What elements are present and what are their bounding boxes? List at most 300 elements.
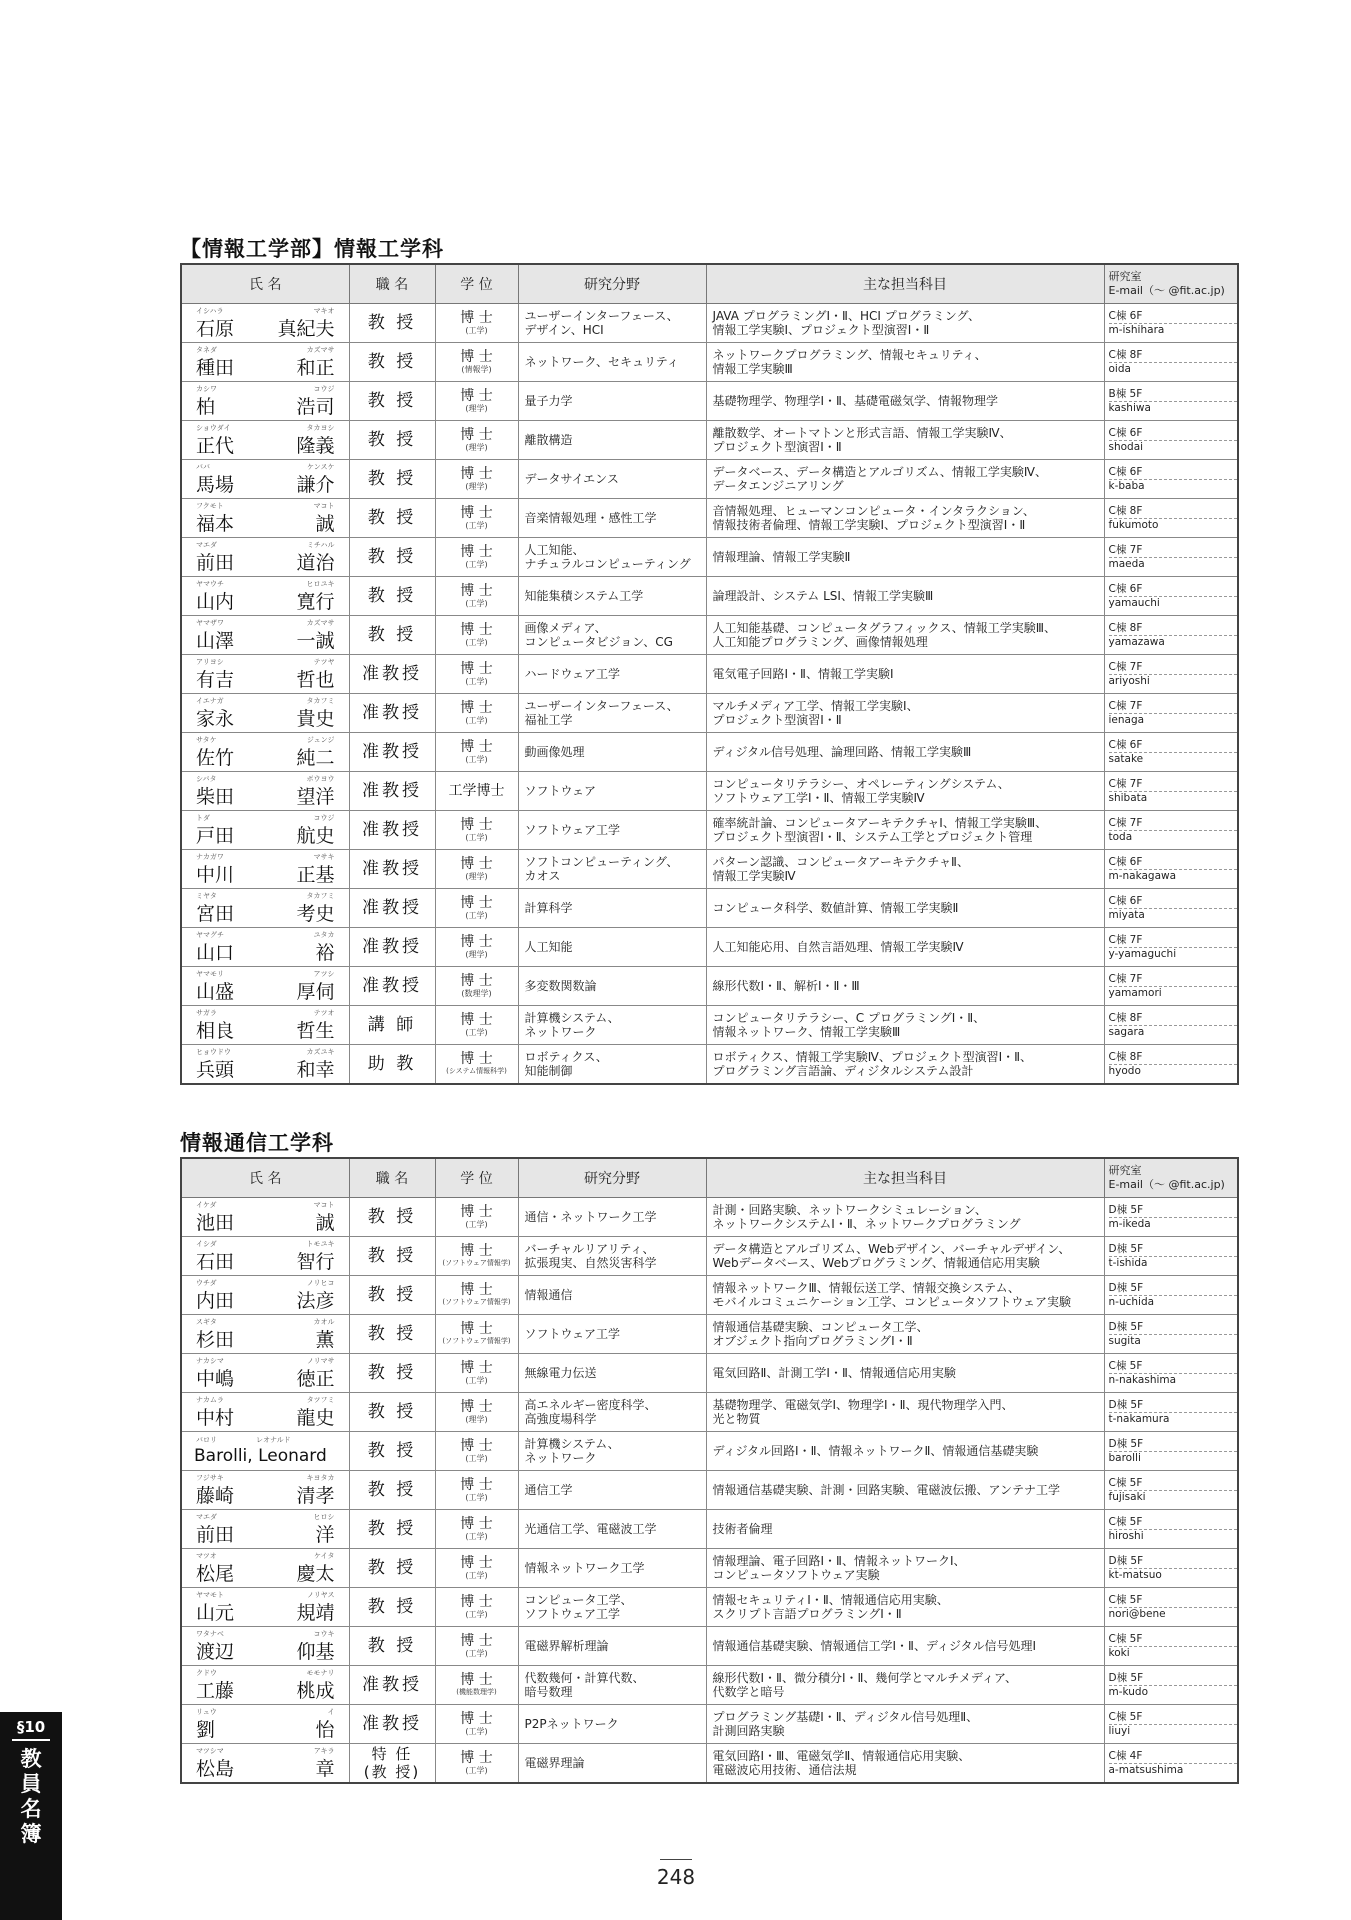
degree-field: (情報学) bbox=[461, 364, 492, 374]
office-cell bbox=[1104, 499, 1238, 538]
given-name: 寛行 bbox=[296, 591, 335, 613]
table-row bbox=[181, 733, 1238, 772]
name-cell bbox=[181, 1666, 349, 1705]
degree: 博 士 bbox=[460, 1243, 493, 1259]
position-cell: 教 授 bbox=[349, 1315, 435, 1354]
degree-cell bbox=[435, 1276, 518, 1315]
header-degree: 学 位 bbox=[435, 1158, 518, 1198]
office-room: C棟 7F bbox=[1109, 973, 1238, 987]
office-cell bbox=[1104, 577, 1238, 616]
faculty-name: Barolli, Leonard bbox=[194, 1446, 327, 1466]
surname: 柏 bbox=[196, 396, 216, 418]
given-name: 誠 bbox=[315, 513, 335, 535]
given-name-reading: ユタカ bbox=[313, 931, 335, 939]
page-number: 248 bbox=[656, 1865, 696, 1889]
table-row bbox=[181, 1744, 1238, 1784]
header-position: 職 名 bbox=[349, 264, 435, 304]
name-cell bbox=[181, 928, 349, 967]
surname-reading: シバタ bbox=[196, 775, 217, 783]
header-field: 研究分野 bbox=[518, 1158, 706, 1198]
name-cell bbox=[181, 1354, 349, 1393]
table-row bbox=[181, 421, 1238, 460]
degree-cell bbox=[435, 733, 518, 772]
given-name-reading: カズマサ bbox=[306, 619, 335, 627]
surname: 内田 bbox=[196, 1290, 235, 1312]
subjects-cell: 人工知能応用、自然言語処理、情報工学実験Ⅳ bbox=[706, 928, 1104, 967]
surname-reading: リュウ bbox=[196, 1708, 217, 1716]
section-cs bbox=[180, 233, 1237, 1085]
degree-field: (工学) bbox=[465, 1453, 488, 1463]
surname: 山澤 bbox=[196, 630, 235, 652]
section-title: 情報通信工学科 bbox=[180, 1131, 334, 1155]
office-cell bbox=[1104, 382, 1238, 421]
office-cell bbox=[1104, 343, 1238, 382]
degree: 博 士 bbox=[460, 660, 493, 677]
office-room: D棟 5F bbox=[1109, 1321, 1238, 1335]
given-name-reading: コウキ bbox=[313, 1630, 335, 1638]
office-room: D棟 5F bbox=[1109, 1555, 1238, 1569]
surname: 松島 bbox=[196, 1758, 235, 1780]
table-row bbox=[181, 889, 1238, 928]
degree: 博 士 bbox=[460, 1710, 493, 1727]
name-cell bbox=[181, 967, 349, 1006]
given-name-reading: タカフミ bbox=[306, 697, 335, 705]
position-cell: 教 授 bbox=[349, 1198, 435, 1237]
surname: 正代 bbox=[196, 435, 235, 457]
degree: 博 士 bbox=[460, 387, 493, 404]
degree-field: (工学) bbox=[465, 1726, 488, 1736]
surname-reading: ヒョウドウ bbox=[196, 1048, 231, 1056]
degree-field: (理学) bbox=[465, 949, 488, 959]
degree: 博 士 bbox=[460, 699, 493, 716]
given-name-reading: カズユキ bbox=[306, 1048, 335, 1056]
given-name: 規靖 bbox=[296, 1602, 335, 1624]
degree-field: (工学) bbox=[465, 754, 488, 764]
degree: 博 士 bbox=[460, 504, 493, 521]
position-cell: 教 授 bbox=[349, 1627, 435, 1666]
table-row bbox=[181, 382, 1238, 421]
table-row bbox=[181, 460, 1238, 499]
position-cell: 教 授 bbox=[349, 1237, 435, 1276]
office-room: C棟 7F bbox=[1109, 934, 1238, 948]
surname: 前田 bbox=[196, 1524, 235, 1546]
given-name: 桃成 bbox=[296, 1680, 335, 1702]
research-field-cell: 情報ネットワーク工学 bbox=[518, 1549, 706, 1588]
table-row bbox=[181, 694, 1238, 733]
research-field-cell: ソフトウェア bbox=[518, 772, 706, 811]
subjects-cell: プログラミング基礎Ⅰ・Ⅱ、ディジタル信号処理Ⅱ、 計測回路実験 bbox=[706, 1705, 1104, 1744]
office-room: C棟 8F bbox=[1109, 1012, 1238, 1026]
surname: 兵頭 bbox=[196, 1059, 235, 1081]
position-cell: 教 授 bbox=[349, 1432, 435, 1471]
research-field-cell: 量子力学 bbox=[518, 382, 706, 421]
surname-reading: ヤマグチ bbox=[196, 931, 224, 939]
degree: 博 士 bbox=[460, 972, 493, 989]
surname: 工藤 bbox=[196, 1680, 235, 1702]
subjects-cell: 情報通信基礎実験、計測・回路実験、電磁波伝搬、アンテナ工学 bbox=[706, 1471, 1104, 1510]
degree-field: (工学) bbox=[465, 1609, 488, 1619]
office-room: C棟 4F bbox=[1109, 1750, 1238, 1764]
research-field-cell: ユーザーインターフェース、 デザイン、HCI bbox=[518, 304, 706, 343]
table-row bbox=[181, 1588, 1238, 1627]
name-cell bbox=[181, 421, 349, 460]
given-name-reading: マコト bbox=[313, 502, 335, 510]
research-field-cell: バーチャルリアリティ、 拡張現実、自然災害科学 bbox=[518, 1237, 706, 1276]
degree-field: (工学) bbox=[465, 520, 488, 530]
surname: 相良 bbox=[196, 1020, 235, 1042]
subjects-cell: マルチメディア工学、情報工学実験Ⅰ、 プロジェクト型演習Ⅰ・Ⅱ bbox=[706, 694, 1104, 733]
surname-reading: ヤマモト bbox=[196, 1591, 224, 1599]
given-name: 徳正 bbox=[296, 1368, 335, 1390]
email-id: toda bbox=[1108, 830, 1133, 843]
surname: 福本 bbox=[196, 513, 235, 535]
degree-field: (工学) bbox=[465, 1219, 488, 1229]
given-name-reading: アツシ bbox=[313, 970, 335, 978]
email-id: satake bbox=[1108, 752, 1144, 765]
given-name: 正基 bbox=[296, 864, 335, 886]
subjects-cell: コンピュータリテラシー、オペレーティングシステム、 ソフトウェア工学Ⅰ・Ⅱ、情報工学実験Ⅳ bbox=[706, 772, 1104, 811]
office-cell bbox=[1104, 421, 1238, 460]
position-cell: 教 授 bbox=[349, 421, 435, 460]
subjects-cell: ディジタル回路Ⅰ・Ⅱ、情報ネットワークⅡ、情報通信基礎実験 bbox=[706, 1432, 1104, 1471]
given-name: 謙介 bbox=[296, 474, 335, 496]
position-cell: 教 授 bbox=[349, 1276, 435, 1315]
given-name-reading: マコト bbox=[313, 1201, 335, 1209]
email-id: m-kudo bbox=[1108, 1685, 1149, 1698]
degree: 博 士 bbox=[460, 543, 493, 560]
position-cell: 准教授 bbox=[349, 655, 435, 694]
name-cell bbox=[181, 1006, 349, 1045]
degree-cell bbox=[435, 1045, 518, 1085]
email-id: sugita bbox=[1108, 1334, 1141, 1347]
given-name-reading: ヒロシ bbox=[313, 1513, 335, 1521]
email-id: k-baba bbox=[1108, 479, 1145, 492]
given-name-reading: ノリヒコ bbox=[306, 1279, 335, 1287]
degree-field: (工学) bbox=[465, 832, 488, 842]
given-name: 考史 bbox=[296, 903, 335, 925]
degree-field: (工学) bbox=[465, 1765, 488, 1775]
surname-reading: アリヨシ bbox=[196, 658, 224, 666]
table-row bbox=[181, 1666, 1238, 1705]
email-id: m-nakagawa bbox=[1108, 869, 1177, 882]
name-cell bbox=[181, 850, 349, 889]
office-cell bbox=[1104, 1276, 1238, 1315]
research-field-cell: 計算機システム、 ネットワーク bbox=[518, 1432, 706, 1471]
subjects-cell: コンピュータリテラシー、C プログラミングⅠ・Ⅱ、 情報ネットワーク、情報工学実験Ⅲ bbox=[706, 1006, 1104, 1045]
surname-reading: ヤマザワ bbox=[196, 619, 224, 627]
email-id: n-nakashima bbox=[1108, 1373, 1177, 1386]
name-reading: レオナルド bbox=[256, 1436, 291, 1444]
degree-cell bbox=[435, 928, 518, 967]
degree-field: (工学) bbox=[465, 559, 488, 569]
header-email-label: E-mail（～ @fit.ac.jp) bbox=[1108, 1178, 1225, 1191]
office-cell bbox=[1104, 889, 1238, 928]
given-name-reading: モモナリ bbox=[306, 1669, 335, 1677]
subjects-cell: ロボティクス、情報工学実験Ⅳ、プロジェクト型演習Ⅰ・Ⅱ、 プログラミング言語論、ディジタルシステム設計 bbox=[706, 1045, 1104, 1085]
office-room: C棟 6F bbox=[1109, 739, 1238, 753]
email-id: y-yamaguchi bbox=[1108, 947, 1177, 960]
subjects-cell: 離散数学、オートマトンと形式言語、情報工学実験Ⅳ、 プロジェクト型演習Ⅰ・Ⅱ bbox=[706, 421, 1104, 460]
table-row bbox=[181, 928, 1238, 967]
name-cell bbox=[181, 772, 349, 811]
email-id: nori@bene bbox=[1108, 1607, 1166, 1620]
position-cell: 教 授 bbox=[349, 1549, 435, 1588]
given-name: 哲也 bbox=[296, 669, 335, 691]
given-name: 怡 bbox=[315, 1719, 335, 1741]
email-id: barolli bbox=[1108, 1451, 1141, 1464]
surname: 山盛 bbox=[196, 981, 235, 1003]
given-name: 誠 bbox=[315, 1212, 335, 1234]
position-cell: 講 師 bbox=[349, 1006, 435, 1045]
email-id: yamauchi bbox=[1108, 596, 1160, 609]
given-name-reading: マキオ bbox=[313, 307, 335, 315]
subjects-cell: 情報理論、情報工学実験Ⅱ bbox=[706, 538, 1104, 577]
table-row bbox=[181, 304, 1238, 343]
position-cell: 教 授 bbox=[349, 538, 435, 577]
surname: 佐竹 bbox=[196, 747, 235, 769]
surname-reading: イシダ bbox=[196, 1240, 217, 1248]
header-room-label: 研究室 bbox=[1108, 1164, 1142, 1177]
office-room: C棟 7F bbox=[1109, 661, 1238, 675]
surname-reading: カシワ bbox=[196, 385, 217, 393]
research-field-cell: 知能集積システム工学 bbox=[518, 577, 706, 616]
surname: 渡辺 bbox=[196, 1641, 235, 1663]
surname: 戸田 bbox=[196, 825, 235, 847]
office-room: C棟 6F bbox=[1109, 310, 1238, 324]
subjects-cell: 情報セキュリティⅠ・Ⅱ、情報通信応用実験、 スクリプト言語プログラミングⅠ・Ⅱ bbox=[706, 1588, 1104, 1627]
degree: 博 士 bbox=[460, 465, 493, 482]
degree-cell bbox=[435, 772, 518, 811]
surname-reading: クドウ bbox=[196, 1669, 217, 1677]
research-field-cell: 電磁界理論 bbox=[518, 1744, 706, 1784]
header-room bbox=[1104, 1158, 1238, 1198]
surname: 有吉 bbox=[196, 669, 235, 691]
office-cell bbox=[1104, 1354, 1238, 1393]
office-cell bbox=[1104, 1237, 1238, 1276]
office-room: D棟 5F bbox=[1109, 1243, 1238, 1257]
degree-field: (ソフトウェア情報学) bbox=[442, 1298, 511, 1306]
header-degree: 学 位 bbox=[435, 264, 518, 304]
table-row bbox=[181, 655, 1238, 694]
degree-cell bbox=[435, 1471, 518, 1510]
email-id: fukumoto bbox=[1108, 518, 1159, 531]
subjects-cell: ディジタル信号処理、論理回路、情報工学実験Ⅲ bbox=[706, 733, 1104, 772]
research-field-cell: コンピュータ工学、 ソフトウェア工学 bbox=[518, 1588, 706, 1627]
office-cell bbox=[1104, 460, 1238, 499]
degree: 博 士 bbox=[460, 1554, 493, 1571]
email-id: shibata bbox=[1108, 791, 1148, 804]
degree-field: (工学) bbox=[465, 1375, 488, 1385]
email-id: yamazawa bbox=[1108, 635, 1165, 648]
research-field-cell: ソフトコンピューティング、 カオス bbox=[518, 850, 706, 889]
degree: 博 士 bbox=[460, 1051, 493, 1067]
position-cell: 教 授 bbox=[349, 460, 435, 499]
degree: 博 士 bbox=[460, 1672, 493, 1688]
given-name: 真紀夫 bbox=[277, 318, 335, 340]
given-name-reading: イ bbox=[327, 1708, 335, 1716]
office-room: C棟 5F bbox=[1109, 1594, 1238, 1608]
subjects-cell: ネットワークプログラミング、情報セキュリティ、 情報工学実験Ⅲ bbox=[706, 343, 1104, 382]
degree-field: (理学) bbox=[465, 481, 488, 491]
name-cell bbox=[181, 499, 349, 538]
degree-field: (理学) bbox=[465, 1414, 488, 1424]
section-ice bbox=[180, 1127, 1237, 1784]
degree: 博 士 bbox=[460, 1321, 493, 1337]
position-cell: 教 授 bbox=[349, 1471, 435, 1510]
degree-field: (工学) bbox=[465, 1531, 488, 1541]
position-cell: 教 授 bbox=[349, 1393, 435, 1432]
surname: 中嶋 bbox=[196, 1368, 235, 1390]
given-name-reading: ミチハル bbox=[306, 541, 335, 549]
degree-cell bbox=[435, 1006, 518, 1045]
given-name: 慶太 bbox=[296, 1563, 335, 1585]
degree-field: (工学) bbox=[465, 598, 488, 608]
degree-cell bbox=[435, 1510, 518, 1549]
position-cell: 教 授 bbox=[349, 577, 435, 616]
surname-reading: イケダ bbox=[196, 1201, 217, 1209]
degree: 博 士 bbox=[460, 582, 493, 599]
email-id: a-matsushima bbox=[1108, 1763, 1184, 1776]
table-row bbox=[181, 1471, 1238, 1510]
research-field-cell: ネットワーク、セキュリティ bbox=[518, 343, 706, 382]
subjects-cell: 確率統計論、コンピュータアーキテクチャⅠ、情報工学実験Ⅲ、 プロジェクト型演習Ⅰ・Ⅱ、システム工学とプロジェクト管理 bbox=[706, 811, 1104, 850]
degree-cell bbox=[435, 577, 518, 616]
surname-reading: ヤマモリ bbox=[196, 970, 224, 978]
name-cell bbox=[181, 304, 349, 343]
degree-field: (工学) bbox=[465, 676, 488, 686]
office-room: D棟 5F bbox=[1109, 1204, 1238, 1218]
given-name: 貴史 bbox=[296, 708, 335, 730]
divider bbox=[660, 1859, 692, 1860]
degree: 博 士 bbox=[460, 348, 493, 365]
degree-cell bbox=[435, 850, 518, 889]
surname: 劉 bbox=[196, 1719, 216, 1741]
given-name-reading: コウジ bbox=[313, 814, 335, 822]
position-cell: 准教授 bbox=[349, 811, 435, 850]
table-row bbox=[181, 1198, 1238, 1237]
office-cell bbox=[1104, 1705, 1238, 1744]
degree: 工学博士 bbox=[448, 782, 505, 799]
given-name-reading: アキラ bbox=[313, 1747, 335, 1755]
surname-reading: マツオ bbox=[196, 1552, 217, 1560]
degree-field: (工学) bbox=[465, 325, 488, 335]
degree-cell bbox=[435, 1393, 518, 1432]
surname-reading: サガラ bbox=[196, 1009, 217, 1017]
name-cell bbox=[181, 577, 349, 616]
office-room: C棟 5F bbox=[1109, 1516, 1238, 1530]
degree: 博 士 bbox=[460, 1398, 493, 1415]
office-cell bbox=[1104, 772, 1238, 811]
surname: 池田 bbox=[196, 1212, 235, 1234]
surname-reading: ウチダ bbox=[196, 1279, 217, 1287]
degree: 博 士 bbox=[460, 1011, 493, 1028]
subjects-cell: 電気回路Ⅱ、計測工学Ⅰ・Ⅱ、情報通信応用実験 bbox=[706, 1354, 1104, 1393]
research-field-cell: ハードウェア工学 bbox=[518, 655, 706, 694]
email-id: oida bbox=[1108, 362, 1131, 375]
office-cell bbox=[1104, 1666, 1238, 1705]
given-name: 一誠 bbox=[296, 630, 335, 652]
degree: 博 士 bbox=[460, 1632, 493, 1649]
email-id: fujisaki bbox=[1108, 1490, 1146, 1503]
surname-reading: ヤマウチ bbox=[196, 580, 224, 588]
office-room: C棟 5F bbox=[1109, 1360, 1238, 1374]
divider bbox=[12, 1739, 50, 1741]
office-room: C棟 8F bbox=[1109, 622, 1238, 636]
research-field-cell: 離散構造 bbox=[518, 421, 706, 460]
name-cell bbox=[181, 1744, 349, 1784]
degree-cell bbox=[435, 421, 518, 460]
office-cell bbox=[1104, 1045, 1238, 1085]
given-name-reading: トモユキ bbox=[306, 1240, 335, 1248]
email-id: t-ishida bbox=[1108, 1256, 1148, 1269]
office-room: D棟 5F bbox=[1109, 1438, 1238, 1452]
degree-cell bbox=[435, 811, 518, 850]
table-row bbox=[181, 811, 1238, 850]
table-row bbox=[181, 1237, 1238, 1276]
name-cell bbox=[181, 538, 349, 577]
subjects-cell: 人工知能基礎、コンピュータグラフィックス、情報工学実験Ⅲ、 人工知能プログラミング、画像情報処理 bbox=[706, 616, 1104, 655]
given-name-reading: ノリマサ bbox=[306, 1357, 335, 1365]
research-field-cell: 通信・ネットワーク工学 bbox=[518, 1198, 706, 1237]
name-cell bbox=[181, 382, 349, 421]
subjects-cell: データベース、データ構造とアルゴリズム、情報工学実験Ⅳ、 データエンジニアリング bbox=[706, 460, 1104, 499]
office-cell bbox=[1104, 1006, 1238, 1045]
research-field-cell: 電磁界解析理論 bbox=[518, 1627, 706, 1666]
surname-reading: ナカガワ bbox=[196, 853, 224, 861]
email-id: miyata bbox=[1108, 908, 1145, 921]
surname: 柴田 bbox=[196, 786, 235, 808]
degree: 博 士 bbox=[460, 894, 493, 911]
research-field-cell: 人工知能、 ナチュラルコンピューティング bbox=[518, 538, 706, 577]
degree-cell bbox=[435, 655, 518, 694]
position-cell: 教 授 bbox=[349, 343, 435, 382]
email-id: n-uchida bbox=[1108, 1295, 1155, 1308]
degree-cell bbox=[435, 382, 518, 421]
email-id: m-ikeda bbox=[1108, 1217, 1151, 1230]
table-row bbox=[181, 1315, 1238, 1354]
research-field-cell: 計算機システム、 ネットワーク bbox=[518, 1006, 706, 1045]
table-row bbox=[181, 343, 1238, 382]
header-field: 研究分野 bbox=[518, 264, 706, 304]
surname: 藤崎 bbox=[196, 1485, 235, 1507]
office-cell bbox=[1104, 1315, 1238, 1354]
degree-cell bbox=[435, 1354, 518, 1393]
name-cell bbox=[181, 1045, 349, 1085]
position-cell: 教 授 bbox=[349, 1354, 435, 1393]
research-field-cell: 光通信工学、電磁波工学 bbox=[518, 1510, 706, 1549]
office-cell bbox=[1104, 1744, 1238, 1784]
surname-reading: イエナガ bbox=[196, 697, 224, 705]
email-id: t-nakamura bbox=[1108, 1412, 1170, 1425]
subjects-cell: パターン認識、コンピュータアーキテクチャⅡ、 情報工学実験Ⅳ bbox=[706, 850, 1104, 889]
header-room-label: 研究室 bbox=[1108, 270, 1142, 283]
surname: 中村 bbox=[196, 1407, 235, 1429]
email-id: koki bbox=[1108, 1646, 1130, 1659]
chapter-label: 教員名簿 bbox=[20, 1747, 42, 1846]
email-id: hiroshi bbox=[1108, 1529, 1144, 1542]
surname: 山元 bbox=[196, 1602, 235, 1624]
given-name-reading: カオル bbox=[313, 1318, 335, 1326]
name-cell bbox=[181, 733, 349, 772]
position-cell: 准教授 bbox=[349, 967, 435, 1006]
office-cell bbox=[1104, 1198, 1238, 1237]
degree: 博 士 bbox=[460, 1476, 493, 1493]
office-cell bbox=[1104, 850, 1238, 889]
degree: 博 士 bbox=[460, 933, 493, 950]
degree: 博 士 bbox=[460, 1749, 493, 1766]
given-name: 道治 bbox=[296, 552, 335, 574]
degree: 博 士 bbox=[460, 309, 493, 326]
